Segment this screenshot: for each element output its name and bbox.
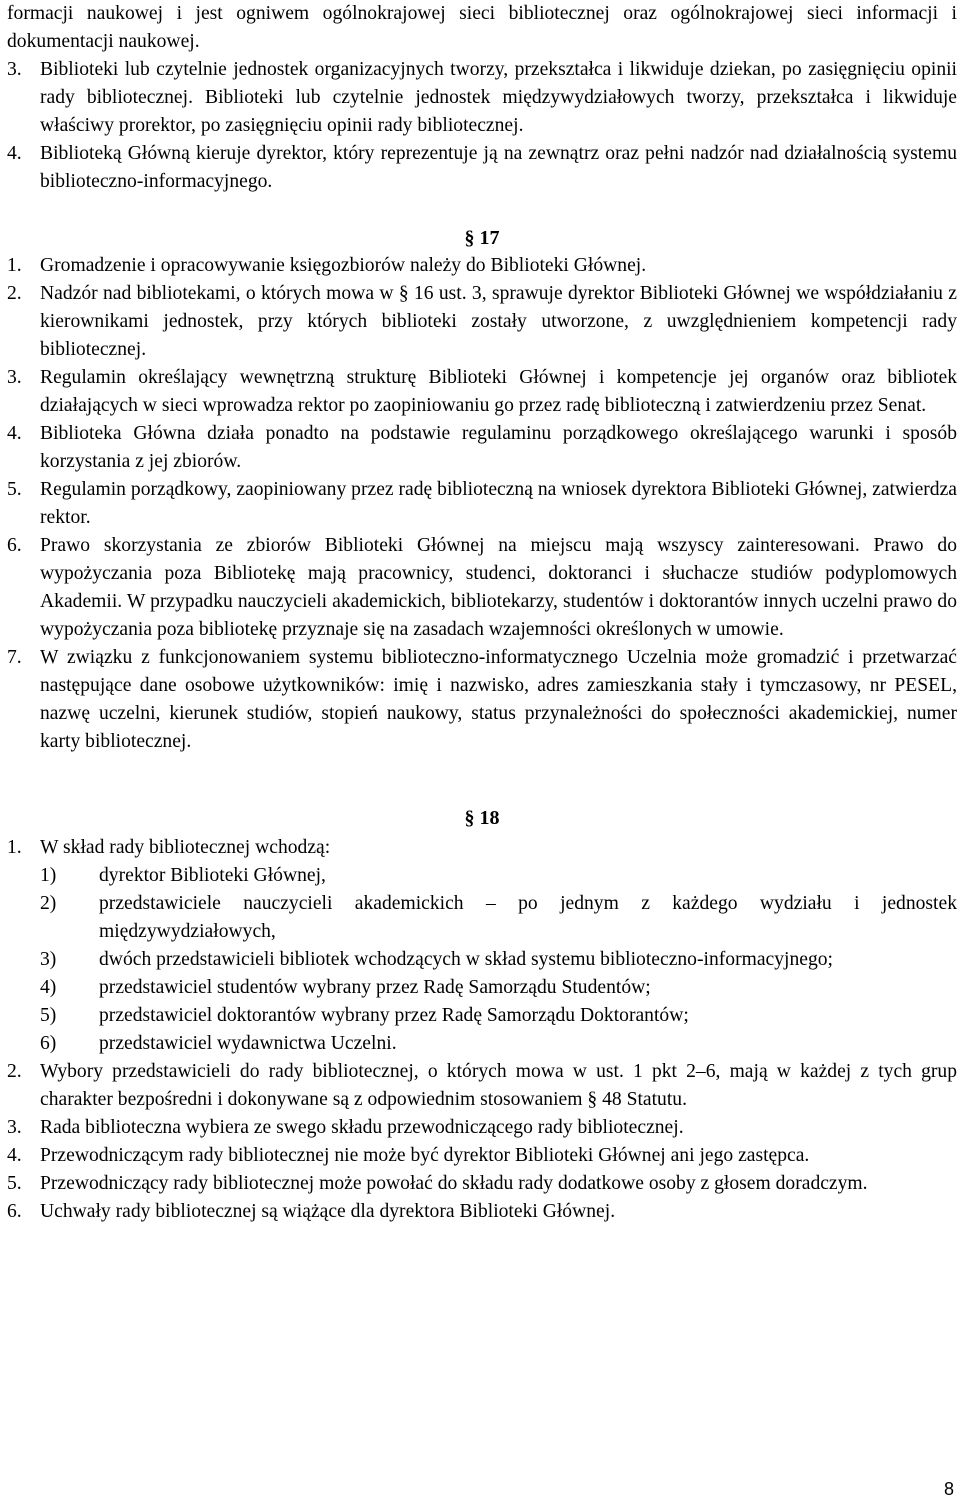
sub-list-item xyxy=(40,974,957,1002)
section-heading-18: § 18 xyxy=(464,807,500,829)
sub-item-text: przedstawiciele nauczycieli akademickich – po jednym z każdego wydziału i jednostek międzywydziałowych, xyxy=(99,893,957,942)
section-heading-17: § 17 xyxy=(464,227,500,249)
list-item xyxy=(7,280,957,364)
list-item xyxy=(7,532,957,644)
sub-item-text: przedstawiciel studentów wybrany przez Radę Samorządu Studentów; xyxy=(99,977,651,998)
list-item xyxy=(7,140,957,196)
item-text: Wybory przedstawicieli do rady bibliotecznej, o których mowa w ust. 1 pkt 2–6, mają w każdej z tych grup charakter bezpośredni i dokonywane są z odpowiednim stosowaniem § 48 Statutu. xyxy=(40,1061,957,1110)
list-item xyxy=(7,1198,957,1226)
item-text: Uchwały rady bibliotecznej są wiążące dla dyrektora Biblioteki Głównej. xyxy=(40,1201,616,1222)
sub-item-number: 4) xyxy=(40,977,57,998)
sub-item-number: 1) xyxy=(40,865,57,886)
item-text: Biblioteką Główną kieruje dyrektor, który reprezentuje ją na zewnątrz oraz pełni nadzór nad działalnością systemu biblioteczno-informacyjnego. xyxy=(40,143,957,192)
item-text: Regulamin określający wewnętrzną strukturę Biblioteki Głównej i kompetencje jej organów oraz bibliotek działających w sieci wprowadza rektor po zaopiniowaniu go przez radę biblioteczną i zatwierdzeniu przez Senat. xyxy=(40,367,957,416)
sub-item-text: dyrektor Biblioteki Głównej, xyxy=(99,865,326,886)
sub-list-item xyxy=(40,862,957,890)
sub-item-number: 2) xyxy=(40,893,57,914)
item-number: 6. xyxy=(7,1201,22,1222)
item-number: 3. xyxy=(7,1117,22,1138)
sub-list-item xyxy=(40,890,957,946)
item-text: W związku z funkcjonowaniem systemu biblioteczno-informatycznego Uczelnia może gromadzić i przetwarzać następujące dane osobowe użytkowników: imię i nazwisko, adres zamieszkania stały i tymczasowy, nr PESEL, nazwę uczelni, kierunek studiów, stopień naukowy, status przynależności do społeczności akademickiej, numer karty bibliotecznej. xyxy=(40,647,957,752)
item-number: 5. xyxy=(7,1173,22,1194)
sub-item-text: dwóch przedstawicieli bibliotek wchodzących w skład systemu biblioteczno-informacyjnego; xyxy=(99,949,834,970)
item-number: 7. xyxy=(7,647,22,668)
item-number: 5. xyxy=(7,479,22,500)
sub-item-text: przedstawiciel doktorantów wybrany przez Radę Samorządu Doktorantów; xyxy=(99,1005,689,1026)
item-number: 2. xyxy=(7,283,22,304)
list-item xyxy=(7,56,957,140)
sub-item-number: 5) xyxy=(40,1005,57,1026)
sub-list-item xyxy=(40,1002,957,1030)
list-item xyxy=(7,834,957,862)
item-number: 4. xyxy=(7,423,22,444)
item-number: 4. xyxy=(7,1145,22,1166)
item-text: Regulamin porządkowy, zaopiniowany przez radę biblioteczną na wniosek dyrektora Biblioteki Głównej, zatwierdza rektor. xyxy=(40,479,957,528)
item-number: 6. xyxy=(7,535,22,556)
document-page xyxy=(7,0,957,1226)
sub-item-number: 6) xyxy=(40,1033,57,1054)
list-item xyxy=(7,1170,957,1198)
item-text: Prawo skorzystania ze zbiorów Biblioteki Głównej na miejscu mają wszyscy zainteresowani. Prawo do wypożyczania poza Bibliotekę mają pracownicy, studenci, doktoranci i słuchacze studiów podyplomowych Akademii. W przypadku nauczycieli akademickich, bibliotekarzy, studentów i doktorantów innych uczelni prawo do wypożyczania poza bibliotekę przyznaje się na zasadach wzajemności określonych w umowie. xyxy=(40,535,957,640)
item-number: 3. xyxy=(7,367,22,388)
item-number: 1. xyxy=(7,255,22,276)
sub-item-text: przedstawiciel wydawnictwa Uczelni. xyxy=(99,1033,397,1054)
item-text: Nadzór nad bibliotekami, o których mowa w § 16 ust. 3, sprawuje dyrektor Biblioteki Głównej we współdziałaniu z kierownikami jednostek, przy których biblioteki zostały utworzone, z uwzględnieniem kompetencji rady bibliotecznej. xyxy=(40,283,957,360)
list-item xyxy=(7,252,957,280)
sub-list-item xyxy=(40,946,957,974)
list-item xyxy=(7,364,957,420)
item-text: Przewodniczący rady bibliotecznej może powołać do składu rady dodatkowe osoby z głosem doradczym. xyxy=(40,1173,868,1194)
list-item xyxy=(7,644,957,756)
item-number: 3. xyxy=(7,59,22,80)
list-item xyxy=(7,420,957,476)
list-item xyxy=(7,476,957,532)
sub-item-number: 3) xyxy=(40,949,57,970)
item-text: Przewodniczącym rady bibliotecznej nie może być dyrektor Biblioteki Głównej ani jego zastępca. xyxy=(40,1145,810,1166)
item-text: Biblioteki lub czytelnie jednostek organizacyjnych tworzy, przekształca i likwiduje dziekan, po zasięgnięciu opinii rady bibliotecznej. Biblioteki lub czytelnie jednostek międzywydziałowych tworzy, przekształca i likwiduje właściwy prorektor, po zasięgnięciu opinii rady bibliotecznej. xyxy=(40,59,957,136)
item-text: Biblioteka Główna działa ponadto na podstawie regulaminu porządkowego określającego warunki i sposób korzystania z jej zbiorów. xyxy=(40,423,957,472)
item-text: W skład rady bibliotecznej wchodzą: xyxy=(40,837,331,858)
list-item xyxy=(7,1114,957,1142)
item-text: Rada biblioteczna wybiera ze swego składu przewodniczącego rady bibliotecznej. xyxy=(40,1117,684,1138)
item-number: 1. xyxy=(7,837,22,858)
intro-continuation: formacji naukowej i jest ogniwem ogólnokrajowej sieci bibliotecznej oraz ogólnokrajowej sieci informacji i dokumentacji naukowej. xyxy=(7,3,957,52)
item-number: 4. xyxy=(7,143,22,164)
item-text: Gromadzenie i opracowywanie księgozbiorów należy do Biblioteki Głównej. xyxy=(40,255,647,276)
sub-list-item xyxy=(40,1030,957,1058)
list-item xyxy=(7,1058,957,1114)
list-item xyxy=(7,1142,957,1170)
item-number: 2. xyxy=(7,1061,22,1082)
page-number: 8 xyxy=(943,1479,954,1499)
